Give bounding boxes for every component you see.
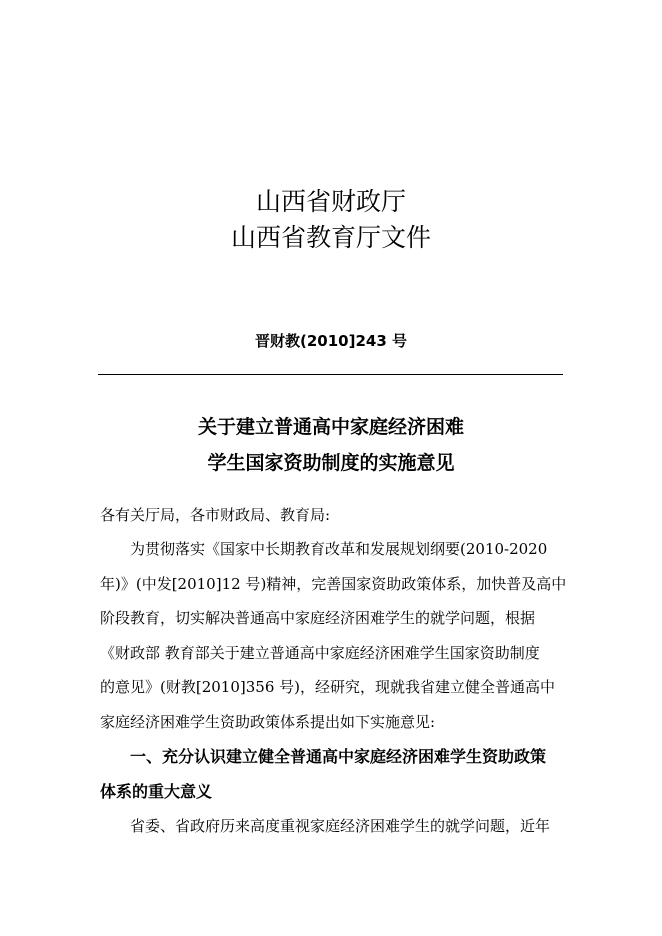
document-number: 晋财教(2010]243 号 — [255, 332, 407, 350]
issuer-line-1: 山西省财政厅 — [255, 187, 406, 216]
document-title-line-2: 学生国家资助制度的实施意见 — [207, 452, 455, 474]
salutation: 各有关厅局，各市财政局、教育局: — [100, 506, 331, 524]
paragraph-2 — [100, 809, 562, 844]
paragraph-1-line: 年)》(中发[2010]12 号)精神，完善国家资助政策体系，加快普及高中 — [100, 574, 567, 593]
paragraph-1 — [100, 532, 567, 740]
document-title-line-1: 关于建立普通高中家庭经济困难 — [197, 416, 464, 438]
paragraph-1-line: 《财政部 教育部关于建立普通高中家庭经济困难学生国家资助制度 — [100, 643, 540, 662]
section-1-heading-line: 一、充分认识建立健全普通高中家庭经济困难学生资助政策 — [130, 747, 547, 766]
paragraph-1-line: 的意见》(财教[2010]356 号)，经研究，现就我省建立健全普通高中 — [100, 678, 555, 697]
section-1-heading — [100, 740, 562, 809]
section-1-heading-line: 体系的重大意义 — [100, 781, 213, 801]
paragraph-1-line: 为贯彻落实《国家中长期教育改革和发展规划纲要(2010-2020 — [130, 540, 548, 558]
issuer-line-2: 山西省教育厅文件 — [230, 223, 431, 252]
paragraph-1-line: 阶段教育，切实解决普通高中家庭经济困难学生的就学问题，根据 — [100, 609, 536, 628]
header-divider — [98, 374, 563, 375]
paragraph-2-line: 省委、省政府历来高度重视家庭经济困难学生的就学问题，近年 — [130, 817, 551, 835]
paragraph-1-line: 家庭经济困难学生资助政策体系提出如下实施意见: — [100, 712, 436, 731]
